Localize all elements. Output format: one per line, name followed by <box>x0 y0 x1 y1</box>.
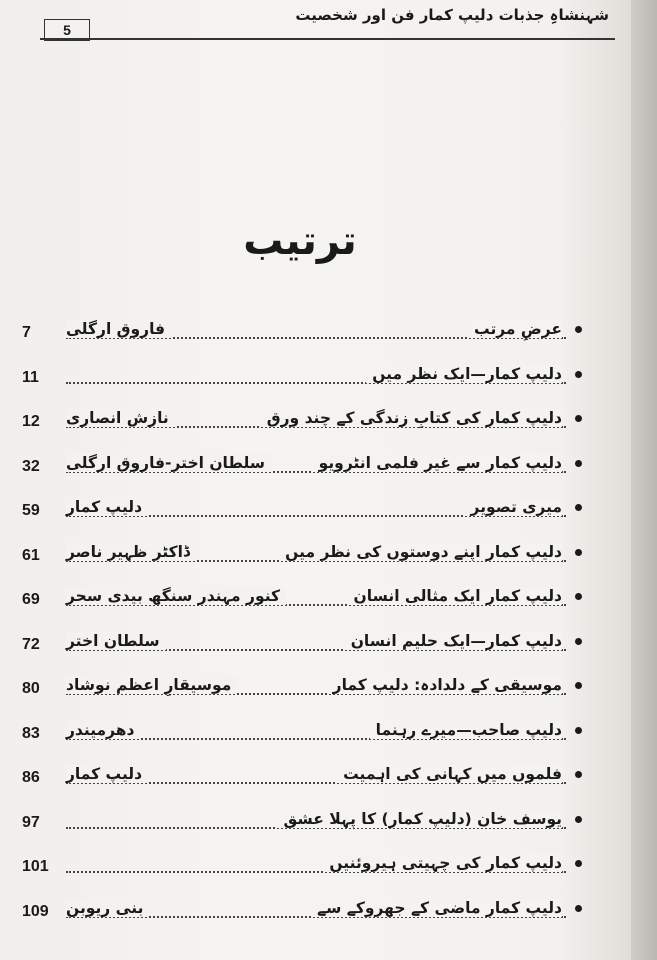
bullet-icon <box>575 460 582 467</box>
page-edge-shadow <box>631 0 657 960</box>
toc-entry-title: موسیقی کے دلدادہ: دلیپ کمار <box>327 676 562 694</box>
toc-page-number: 101 <box>22 858 49 875</box>
toc-entry <box>22 320 582 365</box>
bullet-icon <box>575 326 582 333</box>
toc-entry-title: دلیپ کمار ماضی کے جھروکے سے <box>311 899 562 917</box>
toc-page-number: 7 <box>22 324 31 341</box>
toc-entry-author: کنور مہندر سنگھ بیدی سحر <box>66 587 286 605</box>
page-number: 5 <box>44 19 90 41</box>
toc-entry-title: دلیپ کمار اپنے دوستوں کی نظر میں <box>279 543 562 561</box>
toc-page-number: 69 <box>22 591 40 608</box>
table-of-contents <box>22 320 582 943</box>
bullet-icon <box>575 860 582 867</box>
toc-heading: ترتیب <box>243 218 357 264</box>
bullet-icon <box>575 682 582 689</box>
toc-page-number: 72 <box>22 635 40 653</box>
toc-entry <box>22 676 582 721</box>
toc-entry-title: میری تصویر <box>465 498 562 516</box>
toc-entry-title: دلیپ کمار کی چہیتی ہیروئنیں <box>323 854 562 872</box>
toc-page-number: 59 <box>22 502 40 519</box>
bullet-icon <box>575 593 582 600</box>
toc-entry <box>22 810 582 855</box>
bullet-icon <box>575 504 582 511</box>
toc-entry <box>22 765 582 810</box>
toc-entry <box>22 365 582 410</box>
bullet-icon <box>575 771 582 778</box>
toc-entry <box>22 899 582 944</box>
toc-entry-title: عرضِ مرتب <box>468 320 562 338</box>
toc-entry-author: سلطان اختر <box>66 632 166 650</box>
header-rule <box>40 38 615 40</box>
toc-entry-author: فاروق ارگلی <box>66 320 171 338</box>
toc-entry-author: بنی ریوبن <box>66 899 149 917</box>
toc-page-number: 32 <box>22 457 40 475</box>
toc-entry-title: دلیپ کمار کی کتابِ زندگی کے چند ورق <box>261 409 562 427</box>
toc-entry <box>22 587 582 632</box>
bullet-icon <box>575 816 582 823</box>
toc-entry-author: موسیقارِ اعظم نوشاد <box>66 676 237 694</box>
toc-entry-title: دلیپ کمار سے غیر فلمی انٹرویو <box>313 454 562 472</box>
toc-entry-title: دلیپ کمار—ایک حلیم انسان <box>345 632 562 650</box>
toc-entry <box>22 632 582 677</box>
toc-entry-title: یوسف خان (دلیپ کمار) کا پہلا عشق <box>277 810 562 828</box>
bullet-icon <box>575 638 582 645</box>
toc-page-number: 97 <box>22 813 40 831</box>
toc-entry-author: نازش انصاری <box>66 409 175 427</box>
toc-entry <box>22 454 582 499</box>
bullet-icon <box>575 549 582 556</box>
toc-entry <box>22 854 582 899</box>
toc-entry-author: دھرمیندر <box>66 721 140 739</box>
bullet-icon <box>575 905 582 912</box>
toc-entry-title: دلیپ کمار ایک مثالی انسان <box>348 587 562 605</box>
toc-entry-author: سلطان اختر-فاروق ارگلی <box>66 454 271 472</box>
toc-entry-title: دلیپ صاحب—میرے رہنما <box>370 721 562 739</box>
toc-page-number: 12 <box>22 413 40 430</box>
bullet-icon <box>575 415 582 422</box>
toc-page-number: 61 <box>22 546 40 564</box>
toc-page-number: 80 <box>22 680 40 697</box>
toc-entry <box>22 543 582 588</box>
toc-entry-author: دلیپ کمار <box>66 498 148 516</box>
toc-entry <box>22 498 582 543</box>
toc-entry <box>22 721 582 766</box>
toc-entry-author: دلیپ کمار <box>66 765 148 783</box>
toc-page-number: 109 <box>22 902 49 920</box>
toc-entry-title: فلموں میں کہانی کی اہمیت <box>337 765 562 783</box>
toc-page-number: 86 <box>22 769 40 786</box>
running-title: شہنشاہِ جذبات دلیپ کمار فن اور شخصیت <box>295 6 609 24</box>
toc-page-number: 11 <box>22 368 39 386</box>
toc-page-number: 83 <box>22 724 40 742</box>
toc-entry-title: دلیپ کمار—ایک نظر میں <box>366 365 562 383</box>
bullet-icon <box>575 371 582 378</box>
toc-entry <box>22 409 582 454</box>
toc-entry-author: ڈاکٹر ظہیر ناصر <box>66 543 196 561</box>
bullet-icon <box>575 727 582 734</box>
